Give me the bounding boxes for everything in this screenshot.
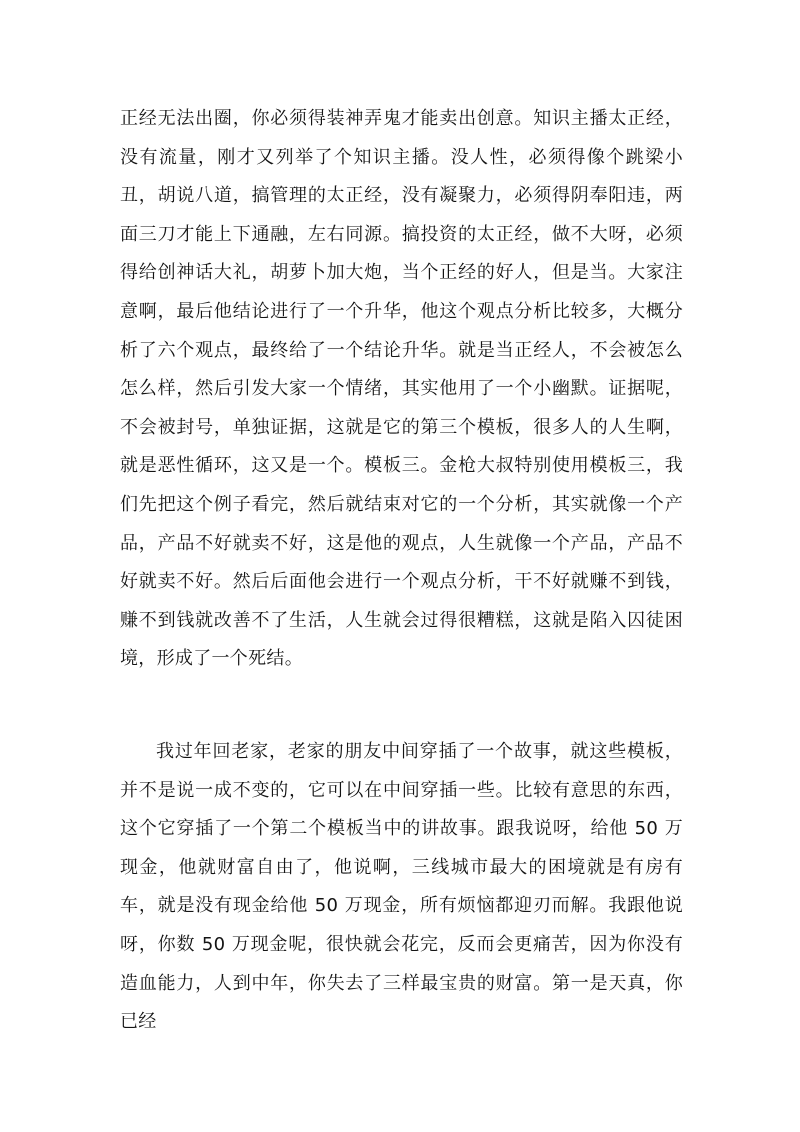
paragraph-2: 我过年回老家，老家的朋友中间穿插了一个故事，就这些模板，并不是说一成不变的，它可以在中间穿插一些。比较有意思的东西，这个它穿插了一个第二个模板当中的讲故事。跟我说呀，给他 50 万现金，他就财富自由了，他说啊，三线城市最大的困境就是有房有车，就是没有现金给他 50 万现金，所有烦恼都迎刃而解。我跟他说呀，你数 50 万现金呢，很快就会花完，反而会更痛苦，因为你没有造血能力，人到中年，你失去了三样最宝贵的财富。第一是天真，你已经 (120, 741, 683, 1033)
paragraph-1: 正经无法出圈，你必须得装神弄鬼才能卖出创意。知识主播太正经，没有流量，刚才又列举了个知识主播。没人性，必须得像个跳梁小丑，胡说八道，搞管理的太正经，没有凝聚力，必须得阴奉阳违，两面三刀才能上下通融，左右同源。搞投资的太正经，做不大呀，必须得给创神话大礼，胡萝卜加大炮，当个正经的好人，但是当。大家注意啊，最后他结论进行了一个升华，他这个观点分析比较多，大概分析了六个观点，最终给了一个结论升华。就是当正经人，不会被怎么怎么样，然后引发大家一个情绪，其实他用了一个小幽默。证据呢，不会被封号，单独证据，这就是它的第三个模板，很多人的人生啊，就是恶性循环，这又是一个。模板三。金枪大叔特别使用模板三，我们先把这个例子看完，然后就结束对它的一个分析，其实就像一个产品，产品不好就卖不好，这是他的观点，人生就像一个产品，产品不好就卖不好。然后后面他会进行一个观点分析，干不好就赚不到钱，赚不到钱就改善不了生活，人生就会过得很糟糕，这就是陷入囚徒困境，形成了一个死结。 (120, 108, 683, 670)
